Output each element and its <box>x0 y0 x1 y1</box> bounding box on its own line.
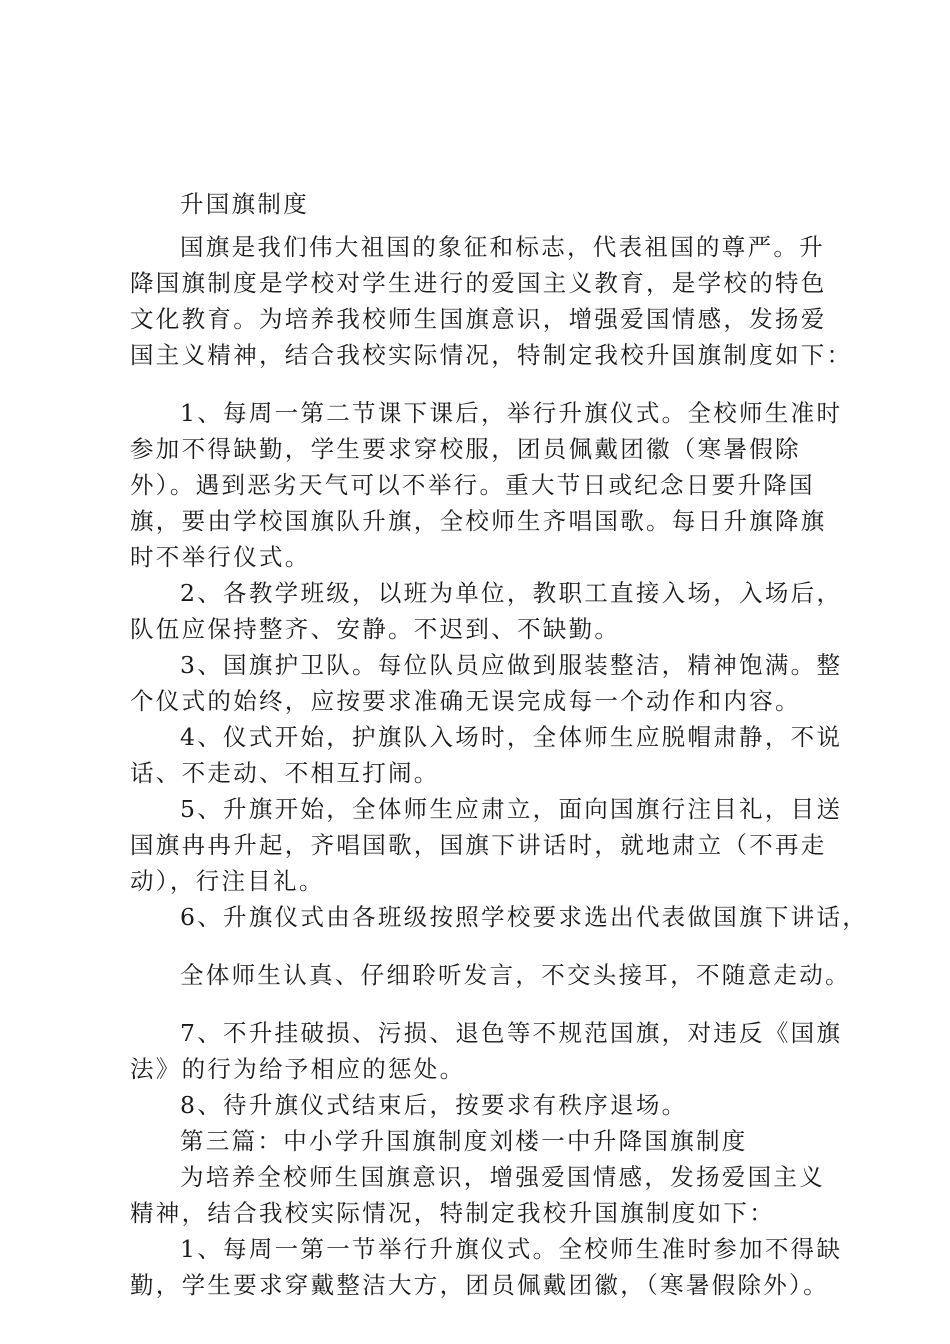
text-line: 为培养全校师生国旗意识，增强爱国情感，发扬爱国主义 <box>180 1163 825 1191</box>
text-line: 话、不走动、不相互打闹。 <box>130 759 440 787</box>
text-line: 参加不得缺勤，学生要求穿校服，团员佩戴团徽（寒暑假除 <box>130 435 801 463</box>
text-line: 队伍应保持整齐、安静。不迟到、不缺勤。 <box>130 615 621 643</box>
text-line: 全体师生认真、仔细聆听发言，不交头接耳，不随意走动。 <box>180 961 851 989</box>
text-line: 8、待升旗仪式结束后，按要求有秩序退场。 <box>180 1091 688 1119</box>
text-line: 7、不升挂破损、污损、退色等不规范国旗，对违反《国旗 <box>180 1019 843 1047</box>
text-line: 时不举行仪式。 <box>130 543 311 571</box>
text-line: 降国旗制度是学校对学生进行的爱国主义教育，是学校的特色 <box>130 269 827 297</box>
text-line: 国旗冉冉升起，齐唱国歌，国旗下讲话时，就地肃立（不再走 <box>130 831 827 859</box>
text-line: 法》的行为给予相应的惩处。 <box>130 1055 466 1083</box>
text-line: 文化教育。为培养我校师生国旗意识，增强爱国情感，发扬爱 <box>130 305 827 333</box>
text-line: 3、国旗护卫队。每位队员应做到服装整洁，精神饱满。整 <box>180 651 843 679</box>
text-line: 国主义精神，结合我校实际情况，特制定我校升国旗制度如下： <box>130 341 853 369</box>
text-line: 第三篇：中小学升国旗制度刘楼一中升降国旗制度 <box>180 1127 748 1155</box>
text-line: 勤，学生要求穿戴整洁大方，团员佩戴团徽，（寒暑假除外）。 <box>130 1271 829 1299</box>
text-line: 精神，结合我校实际情况，特制定我校升国旗制度如下： <box>130 1199 775 1227</box>
text-line: 1、每周一第二节课下课后，举行升旗仪式。全校师生准时 <box>180 399 843 427</box>
text-line: 4、仪式开始，护旗队入场时，全体师生应脱帽肃静，不说 <box>180 723 843 751</box>
text-line: 个仪式的始终，应按要求准确无误完成每一个动作和内容。 <box>130 687 801 715</box>
text-line: 旗，要由学校国旗队升旗，全校师生齐唱国歌。每日升旗降旗 <box>130 507 827 535</box>
text-line: 动），行注目礼。 <box>130 867 325 895</box>
text-line: 升国旗制度 <box>180 190 309 218</box>
text-line: 1、每周一第一节举行升旗仪式。全校师生准时参加不得缺 <box>180 1235 843 1263</box>
text-line: 2、各教学班级，以班为单位，教职工直接入场，入场后， <box>180 579 843 607</box>
text-line: 5、升旗开始，全体师生应肃立，面向国旗行注目礼，目送 <box>180 795 843 823</box>
text-line: 外）。遇到恶劣天气可以不举行。重大节日或纪念日要升降国 <box>130 471 815 499</box>
text-line: 6、升旗仪式由各班级按照学校要求选出代表做国旗下讲话， <box>180 903 869 931</box>
text-line: 国旗是我们伟大祖国的象征和标志，代表祖国的尊严。升 <box>180 233 825 261</box>
